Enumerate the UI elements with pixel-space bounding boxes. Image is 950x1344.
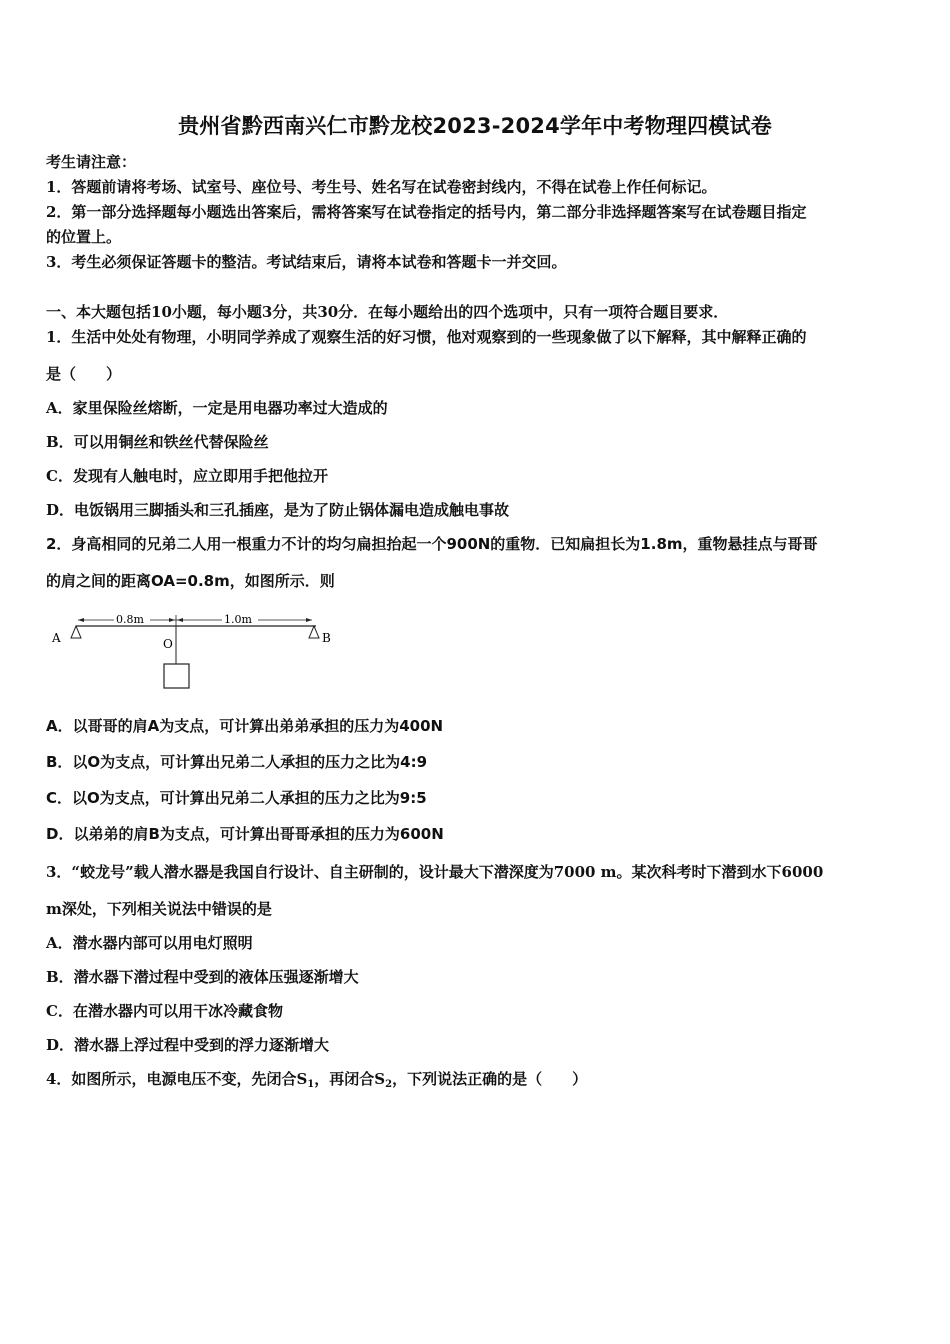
notice-item-2-cont: 的位置上。 bbox=[46, 228, 122, 246]
q2-stem: 2．身高相同的兄弟二人用一根重力不计的均匀扁担抬起一个900N的重物．已知扁担长为1.8m，重物悬挂点与哥哥 bbox=[46, 535, 818, 553]
q3-stem: 3．“蛟龙号”载人潜水器是我国自行设计、自主研制的，设计最大下潜深度为7000 m。某次科考时下潜到水下6000 bbox=[46, 863, 824, 881]
arrow-left-icon bbox=[78, 618, 84, 622]
q2-option-b: B．以O为支点，可计算出兄弟二人承担的压力之比为4:9 bbox=[46, 753, 428, 771]
q1-option-a: A．家里保险丝熔断，一定是用电器功率过大造成的 bbox=[46, 399, 388, 417]
section-heading: 一、本大题包括10小题，每小题3分，共30分．在每小题给出的四个选项中，只有一项符合题目要求． bbox=[46, 303, 729, 321]
notice-item-2: 2．第一部分选择题每小题选出答案后，需将答案写在试卷指定的括号内，第二部分非选择题答案写在试卷题目指定 bbox=[46, 203, 807, 221]
support-b-icon bbox=[309, 626, 319, 638]
q2-stem-cont: 的肩之间的距离OA=0.8m，如图所示．则 bbox=[46, 572, 335, 590]
q2-option-c: C．以O为支点，可计算出兄弟二人承担的压力之比为9:5 bbox=[46, 789, 427, 807]
q1-option-c: C．发现有人触电时，应立即用手把他拉开 bbox=[46, 467, 328, 485]
q3-option-d: D．潜水器上浮过程中受到的浮力逐渐增大 bbox=[46, 1036, 330, 1054]
dist-ao: 0.8m bbox=[116, 613, 144, 626]
q2-option-d: D．以弟弟的肩B为支点，可计算出哥哥承担的压力为600N bbox=[46, 825, 444, 843]
q4-stem-part1: 4．如图所示，电源电压不变，先闭合S bbox=[46, 1070, 308, 1088]
q4-sub2: 2 bbox=[385, 1079, 393, 1090]
notice-item-1: 1．答题前请将考场、试室号、座位号、考生号、姓名写在试卷密封线内，不得在试卷上作任何标记。 bbox=[46, 178, 717, 196]
q4-stem-part2: ，再闭合S bbox=[314, 1070, 386, 1088]
label-b: B bbox=[322, 631, 331, 645]
lever-diagram bbox=[46, 604, 346, 694]
notice-item-3: 3．考生必须保证答题卡的整洁。考试结束后，请将本试卷和答题卡一并交回。 bbox=[46, 253, 567, 271]
dist-ob: 1.0m bbox=[224, 613, 252, 626]
label-a: A bbox=[52, 631, 61, 645]
q1-stem-cont: 是（ ） bbox=[46, 365, 122, 383]
support-a-icon bbox=[71, 626, 81, 638]
label-o: O bbox=[163, 637, 173, 651]
q4-sub1: 1 bbox=[307, 1079, 315, 1090]
weight-box bbox=[164, 664, 189, 688]
q1-option-d: D．电饭锅用三脚插头和三孔插座，是为了防止锅体漏电造成触电事故 bbox=[46, 501, 510, 519]
notice-heading: 考生请注意： bbox=[46, 153, 137, 171]
q3-option-a: A．潜水器内部可以用电灯照明 bbox=[46, 934, 253, 952]
arrow-right-icon bbox=[306, 618, 312, 622]
q4-stem-part3: ，下列说法正确的是（ ） bbox=[392, 1070, 588, 1088]
q1-stem: 1．生活中处处有物理，小明同学养成了观察生活的好习惯，他对观察到的一些现象做了以下解释，其中解释正确的 bbox=[46, 328, 807, 346]
q2-option-a: A．以哥哥的肩A为支点，可计算出弟弟承担的压力为400N bbox=[46, 717, 444, 735]
page-title: 贵州省黔西南兴仁市黔龙校2023-2024学年中考物理四模试卷 bbox=[178, 114, 772, 138]
q1-option-b: B．可以用铜丝和铁丝代替保险丝 bbox=[46, 433, 269, 451]
q3-option-b: B．潜水器下潜过程中受到的液体压强逐渐增大 bbox=[46, 968, 359, 986]
arrow-o-left-icon bbox=[169, 618, 175, 622]
q3-option-c: C．在潜水器内可以用干冰冷藏食物 bbox=[46, 1002, 283, 1020]
arrow-o-right-icon bbox=[177, 618, 183, 622]
q4-stem bbox=[46, 1069, 587, 1095]
q3-stem-cont: m深处，下列相关说法中错误的是 bbox=[46, 900, 272, 918]
